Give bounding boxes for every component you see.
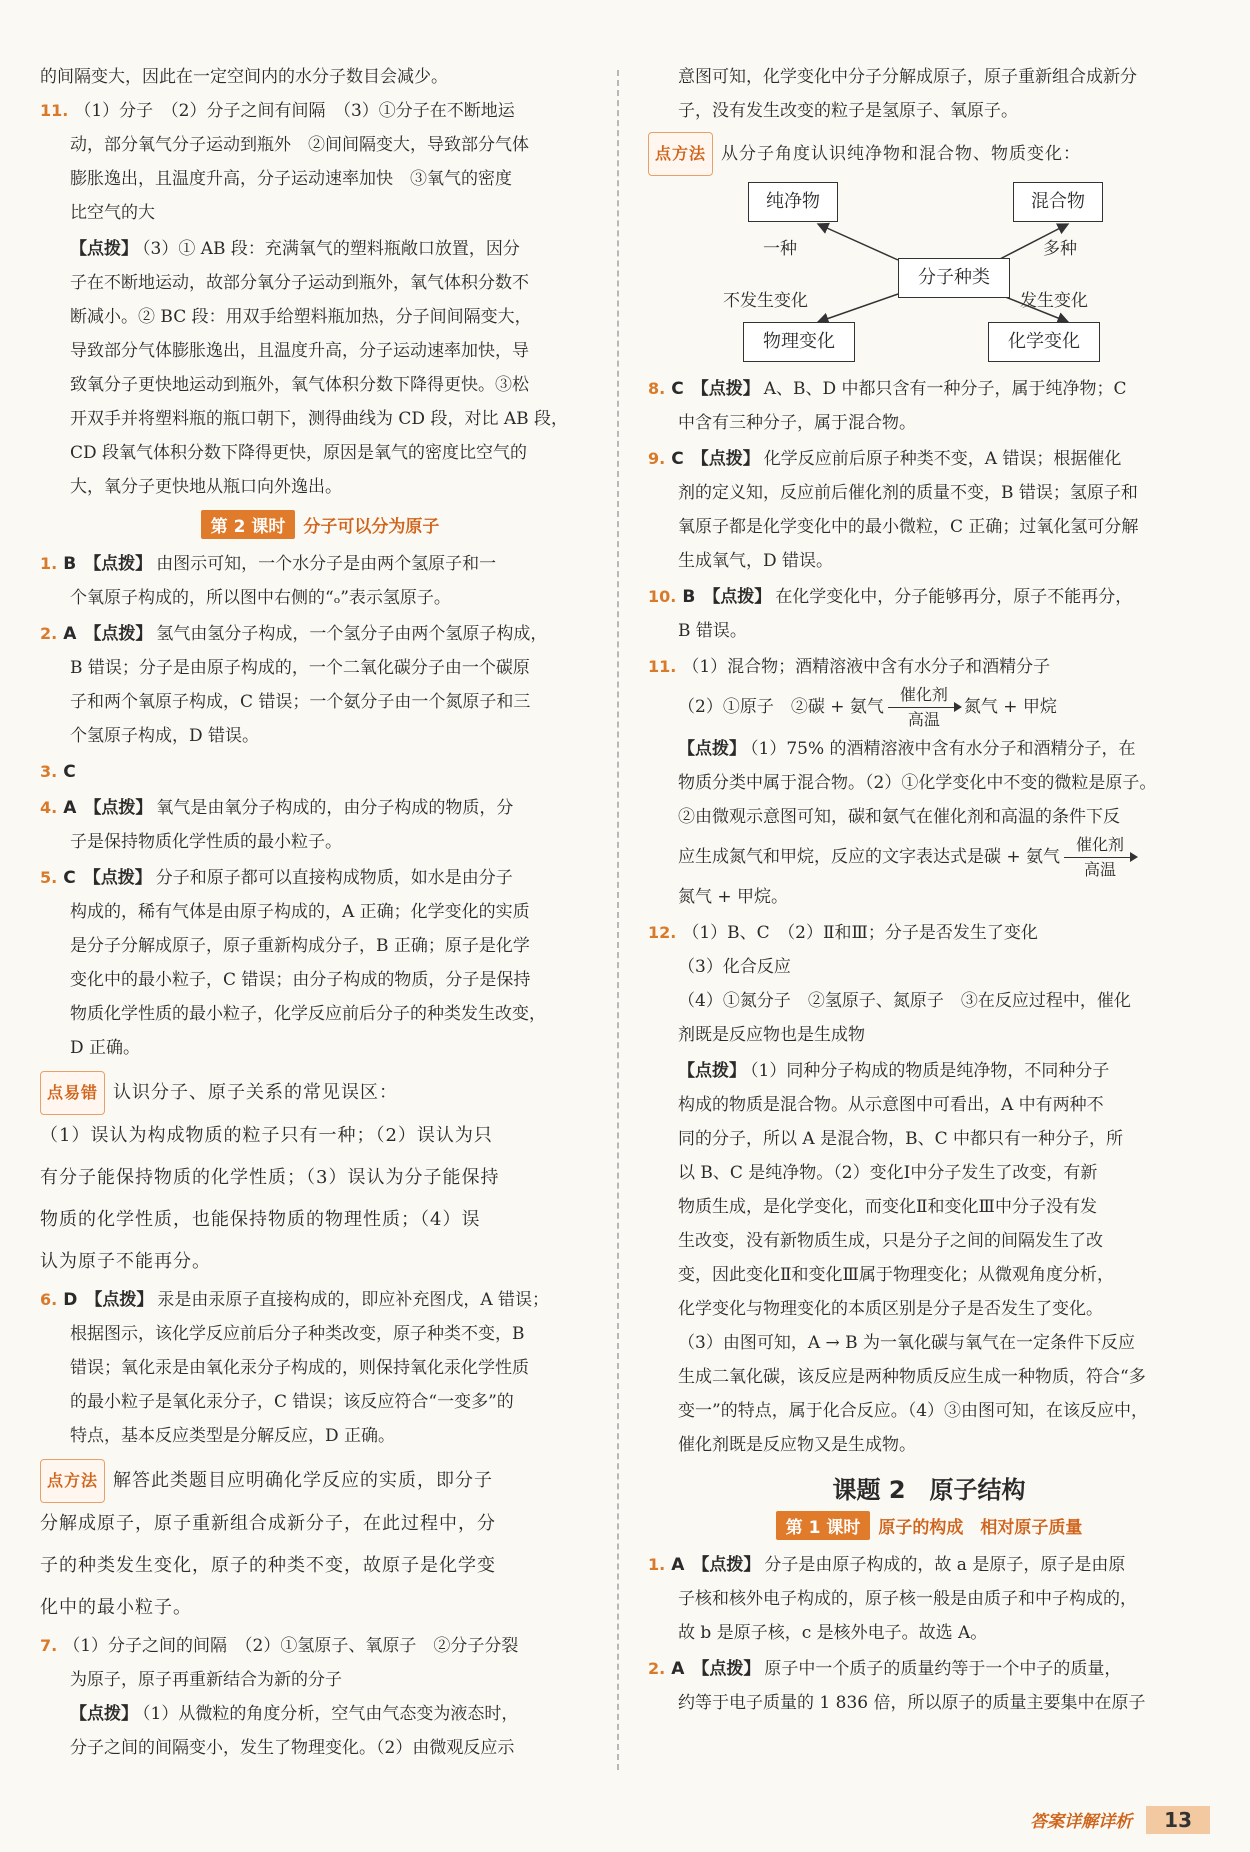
explanation-text: （3）① AB 段：充满氧气的塑料瓶敞口放置，因分 [142,239,520,259]
answer-text: 动，部分氧气分子运动到瓶外 ②间间隔变大，导致部分气体 [70,135,529,155]
tip-method [40,1459,600,1629]
tip-text: 解答此类题目应明确化学反应的实质，即分子 [113,1470,494,1491]
reaction-condition [1064,835,1136,880]
tip-label: 点方法 [40,1459,105,1503]
hint-tag: 【点拨】 [70,239,138,259]
explanation-text: 子和两个氧原子构成，C 错误；一个氨分子由一个氮原子和三 [70,692,531,712]
question-number: 1. [648,1555,666,1574]
explanation-text: B 错误；分子是由原子构成的，一个二氧化碳分子由一个碳原 [70,658,530,678]
answer-8 [648,372,1210,440]
catalyst-label: 催化剂 [1076,835,1125,854]
question-number: 7. [40,1636,58,1655]
answer-choice: C [63,762,76,782]
tip-label: 点易错 [40,1071,105,1115]
explanation-11 [40,232,600,504]
temperature-label: 高温 [1084,860,1117,879]
answer-text: 氮气 + 甲烷 [963,697,1057,717]
question-number: 10. [648,587,677,606]
column-divider [617,70,619,1770]
molecule-type-box: 分子种类 [898,258,1010,298]
answer-5 [40,861,600,1065]
answer-text: （1）分子 （2）分子之间有间隔 （3）①分子在不断地运 [74,101,515,121]
explanation-text: 催化剂既是反应物又是生成物。 [678,1435,916,1455]
question-number: 11. [40,101,69,120]
explanation-text: ②由微观示意图可知，碳和氨气在催化剂和高温的条件下反 [678,807,1120,827]
tip-label: 点方法 [648,132,713,176]
hint-tag: 【点拨】 [678,739,746,759]
question-number: 3. [40,762,58,781]
question-number: 5. [40,868,58,887]
answer-3 [40,755,600,789]
explanation-text: 变化中的最小粒子，C 错误；由分子构成的物质，分子是保持 [70,970,531,990]
explanation-text: 开双手并将塑料瓶的瓶口朝下，测得曲线为 CD 段，对比 AB 段， [70,409,569,429]
reaction-condition [888,685,960,730]
hint-tag: 【点拨】 [691,449,760,469]
reaction-arrow [888,707,960,708]
answer-text: （4）①氮分子 ②氢原子、氮原子 ③在反应过程中，催化 [678,991,1131,1011]
explanation-text: 大，氧分子更快地从瓶口向外逸出。 [70,477,342,497]
answer-choice: A [63,624,77,644]
answer-9 [648,442,1210,578]
answer-text: 剂既是反应物也是生成物 [678,1025,865,1045]
answer-2 [40,617,600,753]
answer-10 [648,580,1210,648]
text-line: 的间隔变大，因此在一定空间内的水分子数目会减少。 [40,67,448,87]
concept-diagram [723,182,1250,362]
answer-choice: C [63,868,76,888]
tip-text: 子的种类发生变化，原子的种类不变，故原子是化学变 [40,1555,496,1576]
explanation-text: 构成的物质是混合物。从示意图中可看出，A 中有两种不 [678,1095,1104,1115]
explanation-text: 化学反应前后原子种类不变，A 错误；根据催化 [763,449,1122,469]
reaction-arrow [1064,857,1136,858]
explanation-text: A、B、D 中都只含有一种分子，属于纯净物；C [763,379,1127,399]
explanation-text: （1）同种分子构成的物质是纯净物，不同种分子 [750,1061,1110,1081]
hint-tag: 【点拨】 [678,1061,746,1081]
explanation-text: 氢气由氢分子构成，一个氢分子由两个氢原子构成， [156,624,548,644]
explanation-text: 汞是由汞原子直接构成的，即应补充图戊，A 错误； [157,1290,550,1310]
answer-11 [40,94,600,230]
explanation-text: D 正确。 [70,1038,141,1058]
answer-text: （2）①原子 ②碳 + 氨气 [678,697,884,717]
explanation-text: 根据图示，该化学反应前后分子种类改变，原子种类不变，B [70,1324,525,1344]
explanation-text: 故 b 是原子核，c 是核外电子。故选 A。 [678,1623,988,1643]
answer-text: 比空气的大 [70,203,155,223]
hint-tag: 【点拨】 [70,1704,138,1724]
explanation-text: 错误；氧化汞是由氧化汞分子构成的，则保持氧化汞化学性质 [70,1358,529,1378]
explanation-text: 生改变，没有新物质生成，只是分子之间的间隔发生了改 [678,1231,1103,1251]
explanation-text: 分子之间的间隔变小，发生了物理变化。（2）由微观反应示 [70,1738,515,1758]
tip-text: 有分子能保持物质的化学性质；（3）误认为分子能保持 [40,1167,500,1188]
answer-7 [40,1629,600,1765]
answer-text: （1）混合物；酒精溶液中含有水分子和酒精分子 [682,657,1051,677]
question-number: 9. [648,449,666,468]
explanation-text: （1）从微粒的角度分析，空气由气态变为液态时， [142,1704,519,1724]
lesson-title: 分子可以分为原子 [303,517,440,537]
explanation-text: 个氧原子构成的，所以图中右侧的“ₒ”表示氢原子。 [70,588,451,608]
answer-text: （1）分子之间的间隔 （2）①氢原子、氧原子 ②分子分裂 [63,1636,519,1656]
answer-text: （1）B、C （2）Ⅱ和Ⅲ；分子是否发生了变化 [682,923,1038,943]
answer-choice: A [671,1555,685,1575]
tip-text: 认为原子不能再分。 [40,1251,211,1272]
explanation-text: 中含有三种分子，属于混合物。 [678,413,916,433]
question-number: 4. [40,798,58,817]
hint-tag: 【点拨】 [84,798,153,818]
explanation-text: 分子是由原子构成的，故 a 是原子，原子是由原 [764,1555,1126,1575]
explanation-text: 氧气是由氧分子构成的，由分子构成的物质，分 [156,798,514,818]
page-footer [1030,1806,1210,1834]
answer-12 [648,916,1210,1052]
answer-choice: C [671,379,684,399]
answer-4 [40,791,600,859]
explanation-text: 氧原子都是化学变化中的最小微粒，C 正确；过氧化氢可分解 [678,517,1139,537]
hint-tag: 【点拨】 [692,1555,761,1575]
explanation-text: 分子和原子都可以直接构成物质，如水是由分子 [155,868,513,888]
explanation-text: 子在不断地运动，故部分氧分子运动到瓶外，氧气体积分数不 [70,273,529,293]
tip-method-2 [648,132,1210,176]
explanation-text: B 错误。 [678,621,747,641]
text-line: 子，没有发生改变的粒子是氢原子、氧原子。 [678,101,1018,121]
question-number: 1. [40,554,58,573]
label-many-kinds: 多种 [1043,239,1077,259]
tip-text: 认识分子、原子关系的常见误区： [113,1082,399,1103]
mixture-box: 混合物 [1013,182,1103,222]
explanation-text: 生成氧气，D 错误。 [678,551,834,571]
explanation-text: 同的分子，所以 A 是混合物，B、C 中都只有一种分子，所 [678,1129,1123,1149]
explanation-text: （1）75% 的酒精溶液中含有水分子和酒精分子，在 [750,739,1136,759]
explanation-text: 在化学变化中，分子能够再分，原子不能再分， [775,587,1133,607]
answer-choice: A [63,798,77,818]
explanation-text: 构成的，稀有气体是由原子构成的，A 正确；化学变化的实质 [70,902,530,922]
answer-1 [40,547,600,615]
tip-text: 物质的化学性质，也能保持物质的物理性质；（4）误 [40,1209,481,1230]
lesson-heading [40,510,600,539]
tip-text: 从分子角度认识纯净物和混合物、物质变化： [721,144,1082,164]
label-one-kind: 一种 [763,239,797,259]
explanation-12 [648,1054,1210,1462]
explanation-text: 致氧分子更快地运动到瓶外，氧气体积分数下降得更快。③松 [70,375,529,395]
question-number: 2. [648,1659,666,1678]
answer-choice: C [671,449,684,469]
answer-choice: D [63,1290,78,1310]
explanation-text: 变一”的特点，属于化合反应。（4）③由图可知，在该反应中， [678,1401,1149,1421]
explanation-text: 断减小。② BC 段：用双手给塑料瓶加热，分子间间隔变大， [70,307,532,327]
explanation-text: 物质分类中属于混合物。（2）①化学变化中不变的微粒是原子。 [678,773,1157,793]
physical-change-box: 物理变化 [743,322,855,362]
label-no-change: 不发生变化 [723,291,808,311]
explanation-text: 约等于电子质量的 1 836 倍，所以原子的质量主要集中在原子 [678,1693,1146,1713]
explanation-11-right [648,732,1210,914]
answer-choice: B [682,587,696,607]
label-change: 发生变化 [1020,291,1088,311]
explanation-text: 生成二氧化碳，该反应是两种物质反应生成一种物质，符合“多 [678,1367,1146,1387]
explanation-text: 个氢原子构成，D 错误。 [70,726,260,746]
right-column [648,60,1210,1722]
answer-a2 [648,1652,1210,1720]
answer-text: 膨胀逸出，且温度升高，分子运动速率加快 ③氧气的密度 [70,169,512,189]
explanation-text: 以 B、C 是纯净物。（2）变化Ⅰ中分子发生了改变，有新 [678,1163,1098,1183]
hint-tag: 【点拨】 [84,554,153,574]
explanation-text: CD 段氧气体积分数下降得更快，原因是氧气的密度比空气的 [70,443,528,463]
explanation-text: 特点，基本反应类型是分解反应，D 正确。 [70,1426,396,1446]
question-number: 6. [40,1290,58,1309]
answer-text: （3）化合反应 [678,957,791,977]
explanation-text: 的最小粒子是氧化汞分子，C 错误；该反应符合“一变多”的 [70,1392,514,1412]
catalyst-label: 催化剂 [899,685,948,704]
hint-tag: 【点拨】 [703,587,772,607]
tip-error [40,1071,600,1283]
answer-11-right [648,650,1210,730]
hint-tag: 【点拨】 [85,1290,154,1310]
explanation-text: 变，因此变化Ⅱ和变化Ⅲ属于物理变化；从微观角度分析， [678,1265,1114,1285]
answer-choice: A [671,1659,685,1679]
explanation-text: 是分子分解成原子，原子重新构成分子，B 正确；原子是化学 [70,936,530,956]
temperature-label: 高温 [907,710,940,729]
explanation-text: 物质生成，是化学变化，而变化Ⅱ和变化Ⅲ中分子没有发 [678,1197,1097,1217]
question-number: 11. [648,657,677,676]
lesson-heading [648,1511,1210,1540]
lesson-title: 原子的构成 相对原子质量 [878,1518,1083,1538]
explanation-text: （3）由图可知，A → B 为一氧化碳与氧气在一定条件下反应 [678,1333,1136,1353]
explanation-text: 由图示可知，一个水分子是由两个氢原子和一 [156,554,497,574]
left-column [40,60,600,1767]
question-number: 8. [648,379,666,398]
explanation-text: 氮气 + 甲烷。 [678,887,789,907]
question-number: 12. [648,923,677,942]
question-number: 2. [40,624,58,643]
explanation-text: 化学变化与物理变化的本质区别是分子是否发生了变化。 [678,1299,1103,1319]
lesson-badge: 第 1 课时 [776,1511,871,1540]
hint-tag: 【点拨】 [84,624,153,644]
page-number: 13 [1146,1806,1210,1834]
explanation-text: 应生成氮气和甲烷，反应的文字表达式是碳 + 氨气 [678,847,1061,867]
answer-text: 为原子，原子再重新结合为新的分子 [70,1670,342,1690]
explanation-text: 导致部分气体膨胀逸出，且温度升高，分子运动速率加快，导 [70,341,529,361]
explanation-text: 剂的定义知，反应前后催化剂的质量不变，B 错误；氢原子和 [678,483,1138,503]
topic-heading: 课题 2 原子结构 [832,1476,1026,1504]
lesson-badge: 第 2 课时 [201,510,296,539]
answer-choice: B [63,554,77,574]
answer-a1 [648,1548,1210,1650]
hint-tag: 【点拨】 [692,1659,761,1679]
explanation-text: 子核和核外电子构成的，原子核一般是由质子和中子构成的， [678,1589,1137,1609]
footer-title: 答案详解详析 [1030,1812,1133,1832]
answer-6 [40,1283,600,1453]
hint-tag: 【点拨】 [691,379,760,399]
text-line: 意图可知，化学变化中分子分解成原子，原子重新组合成新分 [678,67,1137,87]
explanation-text: 子是保持物质化学性质的最小粒子。 [70,832,342,852]
hint-tag: 【点拨】 [83,868,152,888]
chemical-change-box: 化学变化 [988,322,1100,362]
pure-substance-box: 纯净物 [748,182,838,222]
tip-text: 分解成原子，原子重新组合成新分子，在此过程中，分 [40,1513,496,1534]
tip-text: 化中的最小粒子。 [40,1597,192,1618]
explanation-text: 原子中一个质子的质量约等于一个中子的质量， [764,1659,1122,1679]
tip-text: （1）误认为构成物质的粒子只有一种；（2）误认为只 [40,1125,493,1146]
explanation-text: 物质化学性质的最小粒子，化学反应前后分子的种类发生改变， [70,1004,546,1024]
